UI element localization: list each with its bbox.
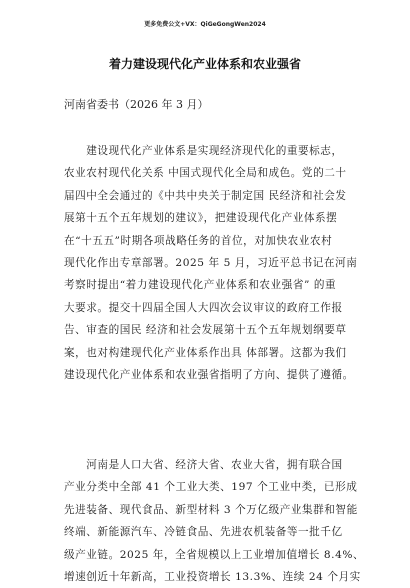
- paragraph-line: 展第十五个五年规划的建议》，把建设现代化产业体系摆: [64, 212, 338, 225]
- paragraph-line: 终端、新能源汽车、冷链食品、先进农机装备等一批千亿: [64, 526, 343, 539]
- paragraph-line: 案，也对构建现代化产业体系作出具 体部署。这都为我们: [64, 346, 347, 359]
- paragraph-line: 级产业链。2025 年，全省规模以上工业增加值增长 8.4%、: [64, 548, 365, 561]
- paragraph-2: [64, 454, 365, 588]
- paragraph-line: 建设现代化产业体系是实现经济现代化的重要标志，: [64, 145, 343, 157]
- page-header: 更多免费公文+VX：QiGeGongWen2024: [144, 21, 266, 28]
- document-author: 河南省委书（2026 年 3 月）: [64, 98, 209, 111]
- paragraph-line: 大要求。提交十四届全国人大四次会议审议的政府工作报: [64, 301, 343, 314]
- paragraph-line: 告、审查的国民 经济和社会发展第十五个五年规划纲要草: [64, 324, 347, 337]
- paragraph-line: 河南是人口大省、经济大省、农业大省，拥有联合国: [64, 459, 343, 471]
- paragraph-line: 产业分类中全部 41 个工业大类、197 个工业中类，已形成: [64, 481, 358, 494]
- paragraph-line: 现代化作出专章部署。2025 年 5 月，习近平总书记在河南: [64, 257, 358, 270]
- paragraph-line: 考察时提出“着力建设现代化产业体系和农业强省” 的重: [64, 279, 337, 292]
- paragraph-1: [64, 140, 358, 386]
- paragraph-line: 先进装备、现代食品、新型材料 3 个万亿级产业集群和智能: [64, 503, 358, 516]
- document-title: 着力建设现代化产业体系和农业强省: [108, 57, 301, 71]
- paragraph-line: 届四中全会通过的《中共中央关于制定国 民经济和社会发: [64, 189, 347, 202]
- paragraph-line: 在“十五五”时期各项战略任务的首位，对加快农业农村: [64, 234, 333, 247]
- paragraph-line: 农业农村现代化关系 中国式现代化全局和成色。党的二十: [64, 167, 347, 180]
- paragraph-line: 建设现代化产业体系和农业强省指明了方向、提供了遵循。: [64, 369, 354, 382]
- paragraph-line: 增速创近十年新高，工业投资增长 13.3%、连续 24 个月实: [64, 571, 361, 584]
